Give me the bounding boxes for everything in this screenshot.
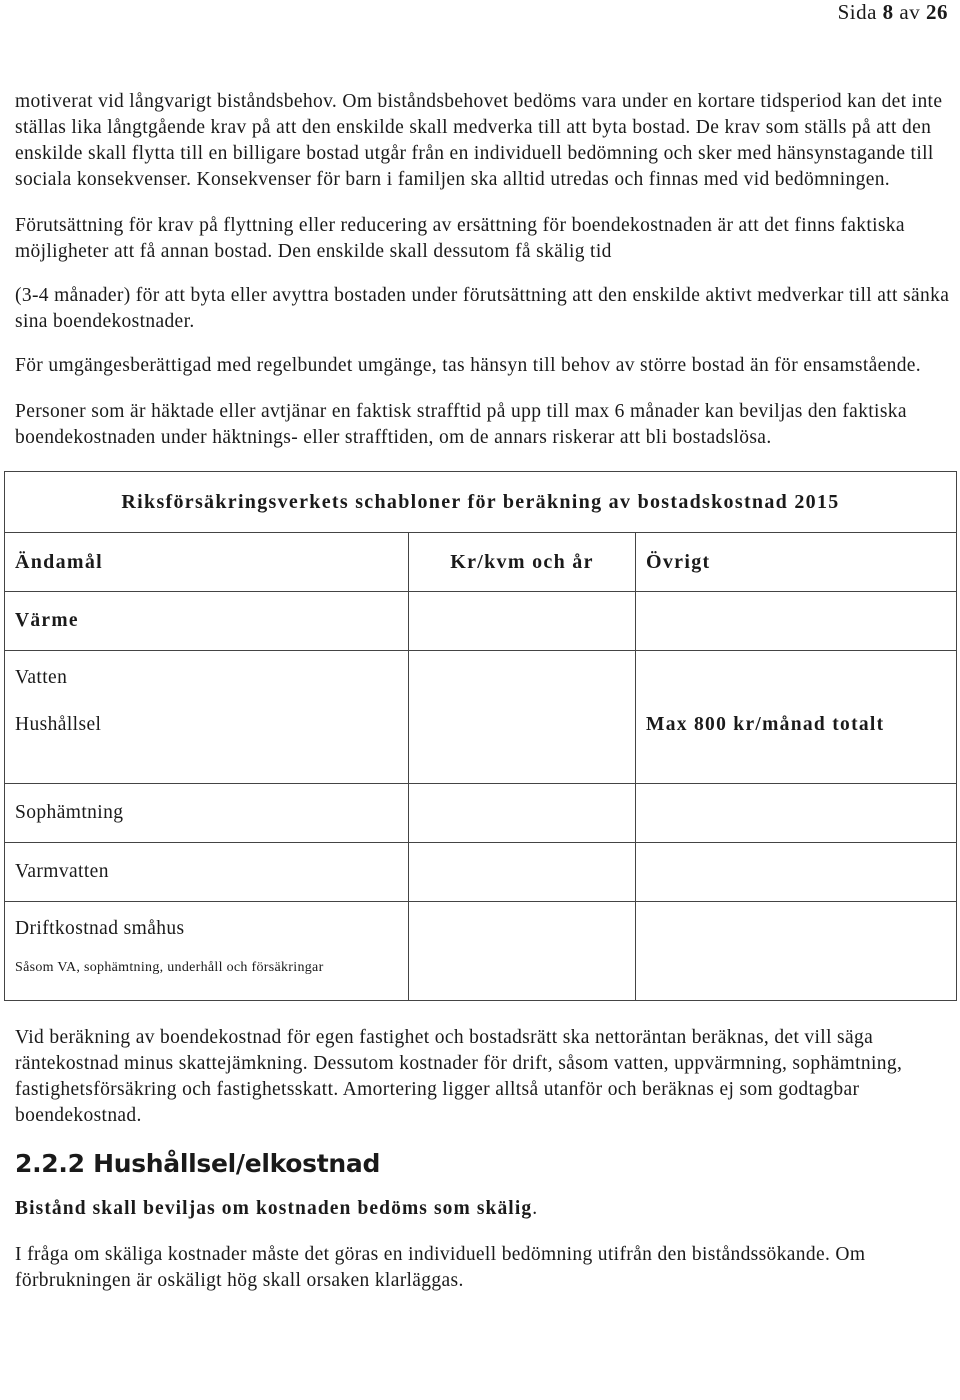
table-caption-row [5, 472, 957, 533]
table-row [5, 651, 957, 784]
cell-driftkostnad-wrap [5, 902, 409, 1001]
header-kr-kvm: Kr/kvm och år [409, 533, 636, 592]
header-ovrigt: Övrigt [636, 533, 957, 592]
cell-hushallsel: Hushållsel [15, 714, 102, 735]
paragraph-5: Personer som är häktade eller avtjänar en faktisk strafftid på upp till max 6 månader kan beviljas den faktiska boendekostnaden under häktnings- eller strafftiden, om de annars riskerar att bli bostadslösa. [15, 401, 907, 448]
paragraph-1: motiverat vid långvarigt biståndsbehov. Om biståndsbehovet bedöms vara under en kortare tidsperiod kan det inte ställas lika långtgående krav på att den enskilde skall medverka till att byta bostad. De krav som ställs på att den enskilde skall flytta till en billigare bostad utgår från en individuell bedömning och sker med hänsynstagande till sociala konsekvenser. Konsekvenser för barn i familjen ska alltid utredas och finnas med vid bedömningen. [15, 91, 943, 190]
document-body [15, 89, 950, 1314]
page-total: 26 [926, 0, 948, 24]
table-caption: Riksförsäkringsverkets schabloner för beräkning av bostadskostnad 2015 [5, 472, 957, 533]
section-bold-line [15, 1196, 950, 1222]
cell-empty [636, 784, 957, 843]
paragraph-2: Förutsättning för krav på flyttning eller reducering av ersättning för boendekostnaden är att det finns faktiska möjligheter att få annan bostad. Den enskilde skall dessutom få skälig tid [15, 215, 905, 262]
cell-empty [409, 784, 636, 843]
page-prefix: Sida [837, 0, 877, 24]
table-row [5, 784, 957, 843]
cell-varme: Värme [5, 592, 409, 651]
cell-empty [636, 902, 957, 1001]
table-header-row [5, 533, 957, 592]
cell-max-note-wrap [636, 651, 957, 784]
cell-empty [409, 651, 636, 784]
cell-driftkostnad: Driftkostnad småhus [15, 918, 185, 939]
schablon-table [4, 471, 957, 1001]
page-number: 8 [882, 0, 894, 24]
paragraph-4: För umgängesberättigad med regelbundet umgänge, tas hänsyn till behov av större bostad än för ensamstående. [15, 355, 922, 376]
table-row [5, 843, 957, 902]
cell-max-note: Max 800 kr/månad totalt [646, 714, 885, 735]
cell-driftkostnad-note: Såsom VA, sophämtning, underhåll och försäkringar [15, 960, 324, 975]
table-row [5, 592, 957, 651]
section-bold-punct: . [532, 1198, 539, 1219]
section-bold-text: Bistånd skall beviljas om kostnaden bedöms som skälig [15, 1198, 533, 1219]
cell-empty [409, 592, 636, 651]
cell-empty [409, 902, 636, 1001]
cell-varmvatten: Varmvatten [5, 843, 409, 902]
table-row [5, 902, 957, 1001]
cell-sophamtning: Sophämtning [5, 784, 409, 843]
header-andamal: Ändamål [5, 533, 409, 592]
cell-vatten: Vatten [15, 667, 68, 688]
page-of: av [899, 0, 921, 24]
paragraph-3: (3-4 månader) för att byta eller avyttra bostaden under förutsättning att den enskilde aktivt medverkar till att sänka sina boendekostnader. [15, 285, 950, 332]
cell-empty [409, 843, 636, 902]
section-paragraph: I fråga om skäliga kostnader måste det göras en individuell bedömning utifrån den biståndssökande. Om förbrukningen är oskäligt hög skall orsaken klarläggas. [15, 1244, 866, 1291]
cell-empty [636, 592, 957, 651]
page-number-header [838, 0, 948, 25]
cell-vatten-hushallsel [5, 651, 409, 784]
cell-empty [636, 843, 957, 902]
paragraph-after-table: Vid beräkning av boendekostnad för egen fastighet och bostadsrätt ska nettoräntan beräknas, det vill säga räntekostnad minus skattejämkning. Dessutom kostnader för drift, såsom vatten, uppvärmning, sophämtning, fastighetsförsäkring och fastighetsskatt. Amortering ligger alltså utanför och beräknas ej som godtagbar boendekostnad. [15, 1027, 903, 1126]
section-heading: 2.2.2 Hushållsel/elkostnad [15, 1149, 381, 1178]
